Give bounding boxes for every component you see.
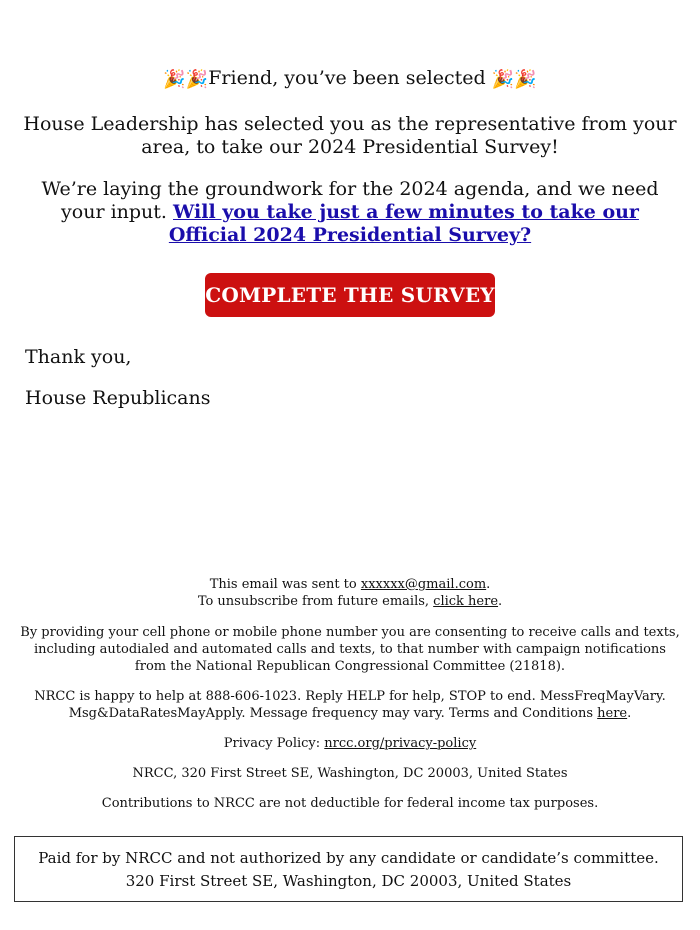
privacy-line	[20, 735, 680, 752]
help-text	[20, 688, 680, 722]
privacy-policy-link[interactable]: nrcc.org/privacy-policy	[324, 736, 477, 751]
help-text-body: NRCC is happy to help at 888-606-1023. Reply HELP for help, STOP to end. MessFreqMayVary. Msg&DataRatesMayApply. Message frequency may vary. Terms and Conditions	[34, 689, 666, 721]
sent-to-line	[20, 576, 680, 593]
unsubscribe-line	[20, 593, 680, 610]
paid-for-disclaimer: Paid for by NRCC and not authorized by any candidate or candidate’s committee. 320 First Street SE, Washington, DC 20003, United States	[14, 836, 683, 902]
party-popper-icon: 🎉🎉	[163, 69, 209, 90]
terms-link[interactable]: here	[597, 706, 628, 721]
terms-suffix: .	[627, 706, 632, 721]
selected-paragraph: House Leadership has selected you as the representative from your area, to take our 2024 Presidential Survey!	[23, 113, 677, 158]
unsubscribe-prefix: To unsubscribe from future emails,	[197, 594, 434, 609]
groundwork-paragraph	[20, 178, 680, 247]
groundwork-text: We’re laying the groundwork for the 2024 agenda, and we need your input.	[41, 178, 659, 223]
unsubscribe-suffix: .	[498, 594, 503, 609]
sent-prefix: This email was sent to	[209, 577, 361, 592]
headline-text: Friend, you’ve been selected	[208, 67, 486, 89]
email-footer	[20, 576, 680, 812]
party-popper-icon: 🎉🎉	[491, 69, 537, 90]
sent-suffix: .	[486, 577, 491, 592]
unsubscribe-link[interactable]: click here	[433, 594, 499, 609]
tax-note: Contributions to NRCC are not deductible for federal income tax purposes.	[101, 796, 599, 811]
address-text: NRCC, 320 First Street SE, Washington, DC 20003, United States	[132, 766, 568, 781]
thanks-text: Thank you,	[25, 346, 132, 368]
complete-survey-button[interactable]: COMPLETE THE SURVEY	[205, 273, 495, 317]
signature: House Republicans	[25, 387, 211, 409]
privacy-prefix: Privacy Policy:	[223, 736, 325, 751]
email-link[interactable]: xxxxxx@gmail.com	[360, 577, 487, 592]
headline	[0, 66, 700, 92]
consent-text: By providing your cell phone or mobile phone number you are consenting to receive calls and texts, including autodialed and automated calls and texts, to that number with campaign notifications from the National Republican Congressional Committee (21818).	[20, 625, 680, 674]
survey-link[interactable]: Will you take just a few minutes to take our Official 2024 Presidential Survey?	[168, 201, 639, 246]
